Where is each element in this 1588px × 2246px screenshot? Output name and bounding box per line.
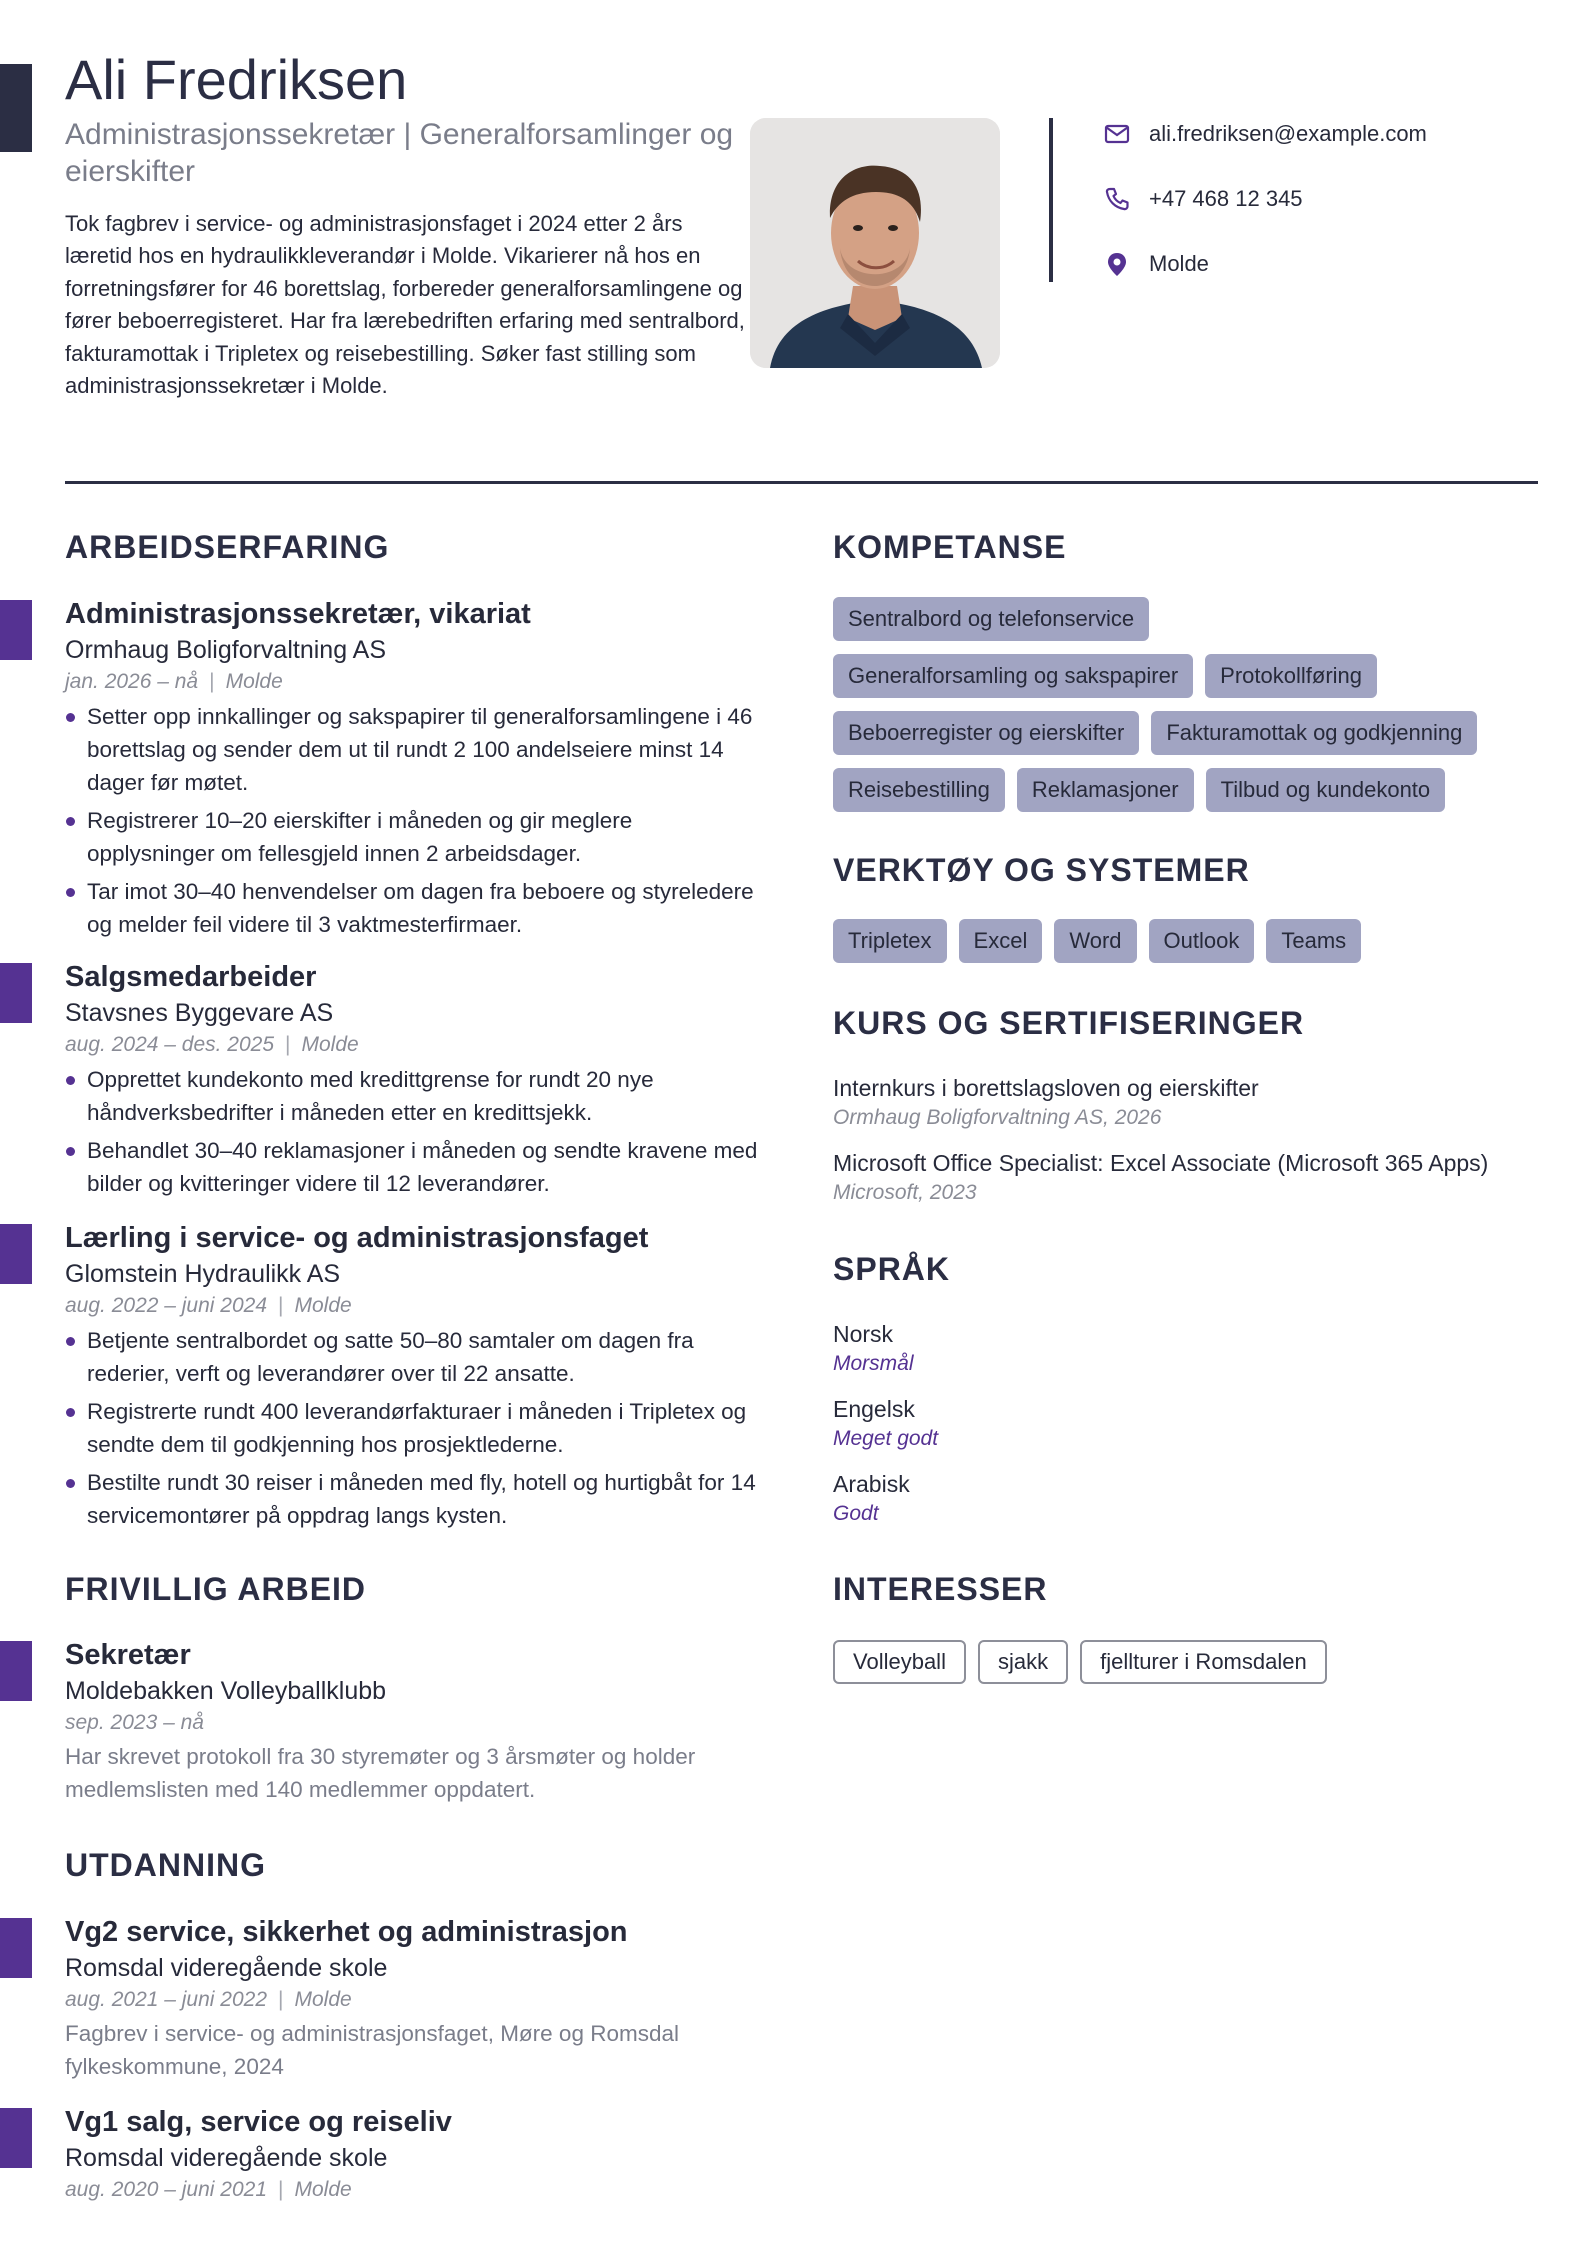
skill-chip: Reisebestilling xyxy=(833,768,1005,812)
interest-chip: fjellturer i Romsdalen xyxy=(1080,1640,1327,1684)
contact-email[interactable] xyxy=(1103,118,1427,150)
portrait-image xyxy=(750,118,1000,368)
job-place: Molde xyxy=(301,1033,359,1056)
language-level: Morsmål xyxy=(833,1352,914,1375)
education-meta: aug. 2020 – juni 2021 | Molde xyxy=(65,2178,352,2201)
tool-chip: Tripletex xyxy=(833,919,947,963)
bullet-item: Registrerer 10–20 eierskifter i måneden og gir meglere opplysninger om fellesgjeld innen 2 arbeidsdager. xyxy=(65,804,765,870)
bullet-item: Betjente sentralbordet og satte 50–80 samtaler om dagen fra rederier, verft og leverandører over til 22 ansatte. xyxy=(65,1324,765,1390)
profile-summary: Tok fagbrev i service- og administrasjonsfaget i 2024 etter 2 års læretid hos en hydraulikkleverandør i Molde. Vikarierer nå hos en forretningsfører for 46 borettslag, forbereder generalforsamlingene og fører beboerregisteret. Har fra lærebedriften erfaring med sentralbord, fakturamottak i Tripletex og reisebestilling. Søker fast stilling som administrasjonssekretær i Molde. xyxy=(65,211,745,399)
section-title-volunteer: FRIVILLIG ARBEID xyxy=(65,1571,367,1607)
bullet-item: Opprettet kundekonto med kredittgrense for rundt 20 nye håndverksbedrifter i måneden etter en kredittsjekk. xyxy=(65,1063,765,1129)
cert-title: Microsoft Office Specialist: Excel Associate (Microsoft 365 Apps) xyxy=(833,1150,1489,1176)
header-divider xyxy=(65,481,1538,484)
skill-chip: Sentralbord og telefonservice xyxy=(833,597,1149,641)
contact-divider xyxy=(1049,118,1053,282)
job-date: aug. 2022 – juni 2024 xyxy=(65,1294,268,1317)
entry-accent-bar xyxy=(0,1641,32,1701)
job-title: Administrasjonssekretær, vikariat xyxy=(65,598,531,630)
education-date: aug. 2020 – juni 2021 xyxy=(65,2178,268,2201)
language-name: Engelsk xyxy=(833,1396,915,1422)
education-description: Fagbrev i service- og administrasjonsfaget, Møre og Romsdal fylkeskommune, 2024 xyxy=(65,2021,679,2079)
mail-icon xyxy=(1103,120,1131,148)
job-title: Salgsmedarbeider xyxy=(65,961,317,993)
section-title-languages: SPRÅK xyxy=(833,1251,951,1287)
skill-chip: Beboerregister og eierskifter xyxy=(833,711,1139,755)
phone-icon xyxy=(1103,185,1131,213)
contact-phone[interactable] xyxy=(1103,183,1303,215)
skills-chips xyxy=(833,654,1553,698)
job-meta: aug. 2022 – juni 2024 | Molde xyxy=(65,1294,352,1317)
location-pin-icon xyxy=(1103,250,1131,278)
skills-chips xyxy=(833,597,1553,641)
bullet-item: Behandlet 30–40 reklamasjoner i måneden og sendte kravene med bilder og kvitteringer videre til 12 leverandører. xyxy=(65,1134,765,1200)
entry-accent-bar xyxy=(0,1224,32,1284)
candidate-name: Ali Fredriksen xyxy=(65,48,408,111)
contact-location xyxy=(1103,248,1209,280)
skills-chips xyxy=(833,768,1553,812)
job-employer: Glomstein Hydraulikk AS xyxy=(65,1260,341,1288)
section-title-certs: KURS OG SERTIFISERINGER xyxy=(833,1005,1305,1041)
skills-chips xyxy=(833,711,1553,755)
tool-chip: Outlook xyxy=(1149,919,1255,963)
volunteer-title: Sekretær xyxy=(65,1639,191,1671)
volunteer-org: Moldebakken Volleyballklubb xyxy=(65,1677,387,1705)
job-bullets xyxy=(65,1324,765,1537)
job-meta: jan. 2026 – nå | Molde xyxy=(65,670,283,693)
cert-issuer: Ormhaug Boligforvaltning AS, 2026 xyxy=(833,1106,1162,1129)
education-date: aug. 2021 – juni 2022 xyxy=(65,1988,268,2011)
section-title-skills: KOMPETANSE xyxy=(833,529,1067,565)
entry-accent-bar xyxy=(0,2108,32,2168)
education-place: Molde xyxy=(294,1988,352,2011)
job-place: Molde xyxy=(225,670,283,693)
language-level: Meget godt xyxy=(833,1427,939,1450)
education-school: Romsdal videregående skole xyxy=(65,2144,388,2172)
skill-chip: Generalforsamling og sakspapirer xyxy=(833,654,1193,698)
language-name: Arabisk xyxy=(833,1471,910,1497)
job-title: Lærling i service- og administrasjonsfaget xyxy=(65,1222,649,1254)
job-meta: aug. 2024 – des. 2025 | Molde xyxy=(65,1033,359,1056)
cert-issuer: Microsoft, 2023 xyxy=(833,1181,977,1204)
language-name: Norsk xyxy=(833,1321,894,1347)
cert-title: Internkurs i borettslagsloven og eierskifter xyxy=(833,1075,1259,1101)
education-title: Vg1 salg, service og reiseliv xyxy=(65,2106,452,2138)
tool-chip: Teams xyxy=(1266,919,1361,963)
profile-photo xyxy=(750,118,1000,368)
volunteer-description: Har skrevet protokoll fra 30 styremøter og 3 årsmøter og holder medlemslisten med 140 medlemmer oppdatert. xyxy=(65,1744,696,1802)
job-employer: Stavsnes Byggevare AS xyxy=(65,999,334,1027)
skill-chip: Reklamasjoner xyxy=(1017,768,1194,812)
job-bullets xyxy=(65,700,765,946)
entry-accent-bar xyxy=(0,600,32,660)
section-title-interests: INTERESSER xyxy=(833,1571,1048,1607)
job-employer: Ormhaug Boligforvaltning AS xyxy=(65,636,387,664)
header-accent-bar xyxy=(0,64,32,152)
education-title: Vg2 service, sikkerhet og administrasjon xyxy=(65,1916,628,1948)
section-title-tools: VERKTØY OG SYSTEMER xyxy=(833,852,1250,888)
interest-chip: Volleyball xyxy=(833,1640,966,1684)
job-place: Molde xyxy=(294,1294,352,1317)
bullet-item: Setter opp innkallinger og sakspapirer til generalforsamlingene i 46 borettslag og sender dem ut til rundt 2 100 andelseiere minst 14 dager før møtet. xyxy=(65,700,765,799)
education-school: Romsdal videregående skole xyxy=(65,1954,388,1982)
location-text: Molde xyxy=(1149,251,1209,276)
tools-chips xyxy=(833,919,1553,963)
email-text: ali.fredriksen@example.com xyxy=(1149,121,1427,146)
tool-chip: Word xyxy=(1054,919,1136,963)
education-meta: aug. 2021 – juni 2022 | Molde xyxy=(65,1988,352,2011)
volunteer-date: sep. 2023 – nå xyxy=(65,1711,204,1734)
skill-chip: Protokollføring xyxy=(1205,654,1377,698)
entry-accent-bar xyxy=(0,963,32,1023)
education-place: Molde xyxy=(294,2178,352,2201)
entry-accent-bar xyxy=(0,1918,32,1978)
bullet-item: Registrerte rundt 400 leverandørfakturaer i måneden i Tripletex og sendte dem til godkjenning hos prosjektlederne. xyxy=(65,1395,765,1461)
skill-chip: Fakturamottak og godkjenning xyxy=(1151,711,1477,755)
skill-chip: Tilbud og kundekonto xyxy=(1206,768,1446,812)
bullet-item: Tar imot 30–40 henvendelser om dagen fra beboere og styreledere og melder feil videre til 3 vaktmesterfirmaer. xyxy=(65,875,765,941)
tool-chip: Excel xyxy=(959,919,1043,963)
headline: Administrasjonssekretær | Generalforsamlinger og eierskifter xyxy=(65,118,734,188)
interest-chip: sjakk xyxy=(978,1640,1068,1684)
language-level: Godt xyxy=(833,1502,879,1525)
job-date: aug. 2024 – des. 2025 xyxy=(65,1033,275,1056)
section-title-experience: ARBEIDSERFARING xyxy=(65,529,390,565)
section-title-education: UTDANNING xyxy=(65,1847,266,1883)
job-date: jan. 2026 – nå xyxy=(65,670,199,693)
phone-text: +47 468 12 345 xyxy=(1149,186,1303,211)
interests-chips xyxy=(833,1640,1553,1684)
job-bullets xyxy=(65,1063,765,1205)
bullet-item: Bestilte rundt 30 reiser i måneden med fly, hotell og hurtigbåt for 14 servicemontører på oppdrag langs kysten. xyxy=(65,1466,765,1532)
